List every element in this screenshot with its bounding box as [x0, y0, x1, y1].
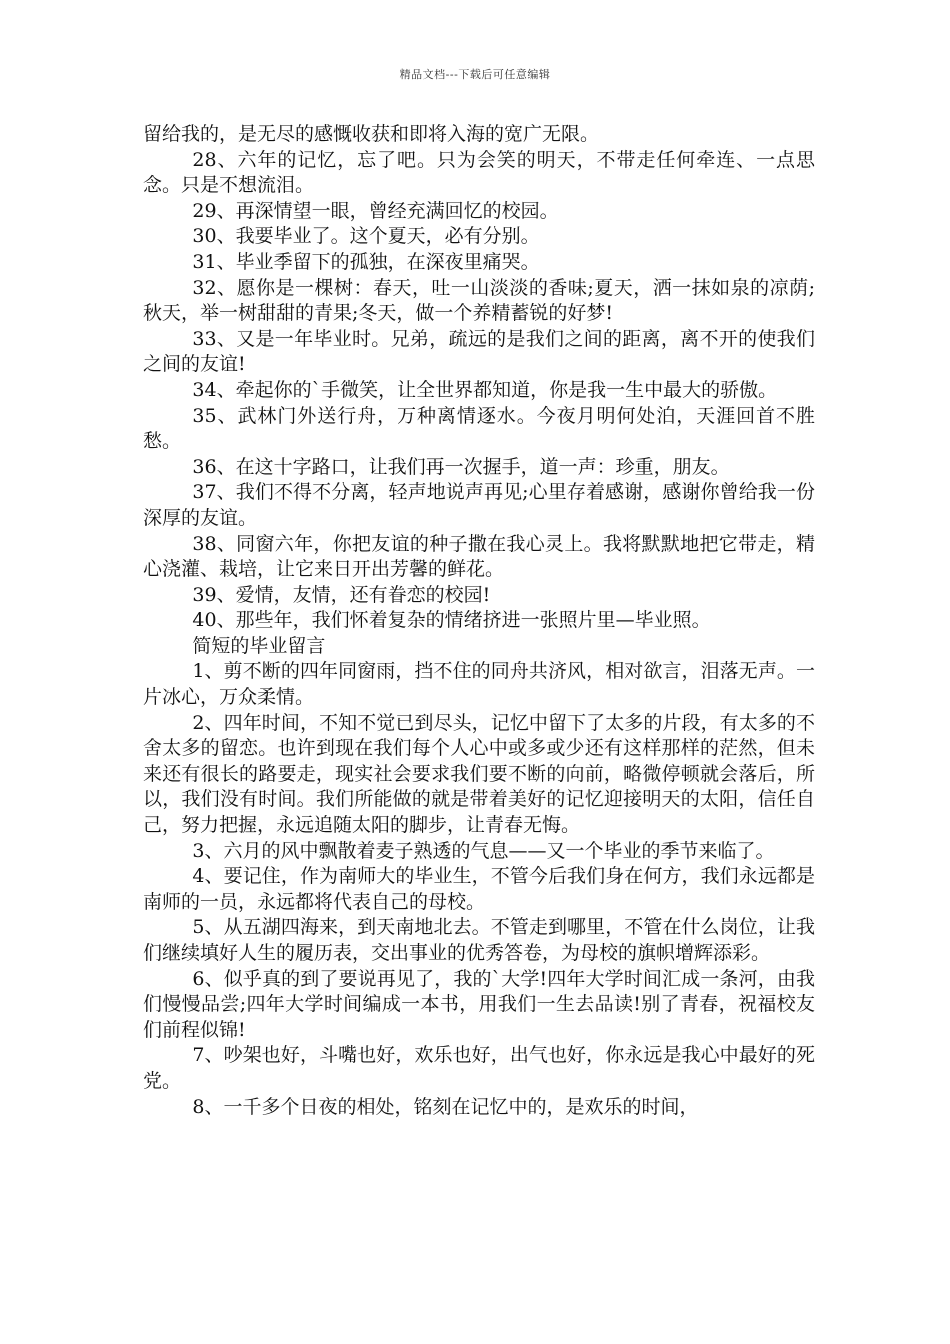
paragraph: 2、四年时间，不知不觉已到尽头，记忆中留下了太多的片段，有太多的不舍太多的留恋。也许到现在我们每个人心中或多或少还有这样那样的茫然，但未来还有很长的路要走，现实社会要求我们要不断的向前，略微停顿就会落后，所以，我们没有时间。我们所能做的就是带着美好的记忆迎接明天的太阳，信任自己，努力把握，永远追随太阳的脚步，让青春无悔。: [143, 711, 815, 837]
paragraph: 3、六月的风中飘散着麦子熟透的气息——又一个毕业的季节来临了。: [192, 839, 775, 862]
paragraph: 6、似乎真的到了要说再见了，我的`大学!四年大学时间汇成一条河，由我们慢慢品尝;四年大学时间编成一本书，用我们一生去品读!别了青春，祝福校友们前程似锦!: [143, 967, 815, 1041]
paragraph: 8、一千多个日夜的相处，铭刻在记忆中的，是欢乐的时间，: [192, 1095, 699, 1118]
page-header: 精品文档---下载后可任意编辑: [399, 68, 551, 81]
document-body: [143, 122, 815, 1120]
paragraph: 32、愿你是一棵树：春天，吐一山淡淡的香味;夏天，洒一抹如泉的凉荫;秋天，举一树甜甜的青果;冬天，做一个养精蓄锐的好梦!: [143, 276, 815, 325]
paragraph: 36、在这十字路口，让我们再一次握手，道一声：珍重，朋友。: [192, 455, 730, 478]
paragraph: 33、又是一年毕业时。兄弟，疏远的是我们之间的距离，离不开的使我们之间的友谊!: [143, 327, 815, 376]
paragraph: 40、那些年，我们怀着复杂的情绪挤进一张照片里—毕业照。: [192, 609, 711, 632]
paragraph: 1、剪不断的四年同窗雨，挡不住的同舟共济风，相对欲言，泪落无声。一片冰心，万众柔情。: [143, 660, 815, 709]
paragraph: 5、从五湖四海来，到天南地北去。不管走到哪里，不管在什么岗位，让我们继续填好人生的履历表，交出事业的优秀答卷，为母校的旗帜增辉添彩。: [143, 916, 815, 964]
paragraph: 37、我们不得不分离，轻声地说声再见;心里存着感谢，感谢你曾给我一份深厚的友谊。: [143, 481, 815, 529]
paragraph: 7、吵架也好，斗嘴也好，欢乐也好，出气也好，你永远是我心中最好的死党。: [143, 1044, 815, 1092]
paragraph: 留给我的，是无尽的感慨收获和即将入海的宽广无限。: [143, 123, 600, 145]
paragraph: 29、再深情望一眼，曾经充满回忆的校园。: [192, 199, 559, 222]
paragraph: 28、六年的记忆，忘了吧。只为会笑的明天，不带走任何牵连、一点思念。只是不想流泪。: [143, 148, 815, 197]
section-heading: 简短的毕业留言: [192, 634, 326, 657]
paragraph: 35、武林门外送行舟，万种离情逐水。今夜月明何处泊，天涯回首不胜愁。: [143, 404, 815, 453]
paragraph: 30、我要毕业了。这个夏天，必有分别。: [192, 225, 540, 248]
paragraph: 38、同窗六年，你把友谊的种子撒在我心灵上。我将默默地把它带走，精心浇灌、栽培，让它来日开出芳馨的鲜花。: [143, 532, 815, 581]
paragraph: 34、牵起你的`手微笑，让全世界都知道，你是我一生中最大的骄傲。: [192, 378, 778, 401]
paragraph: 39、爱情，友情，还有眷恋的校园!: [192, 583, 491, 606]
paragraph: 4、要记住，作为南师大的毕业生，不管今后我们身在何方，我们永远都是南师的一员，永远都将代表自己的母校。: [143, 865, 815, 913]
paragraph: 31、毕业季留下的孤独，在深夜里痛哭。: [192, 250, 540, 273]
